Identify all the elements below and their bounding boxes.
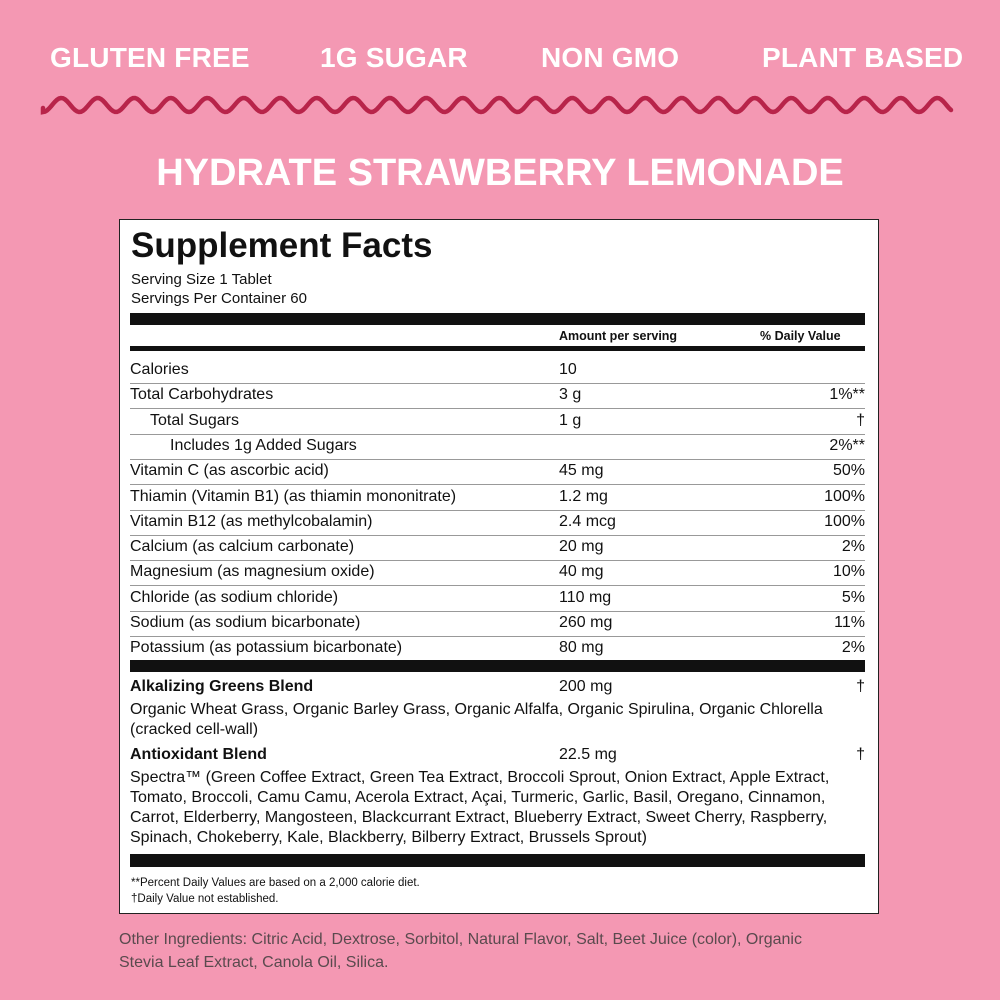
- footnote-percent-dv: **Percent Daily Values are based on a 2,000 calorie diet.: [131, 877, 420, 889]
- supplement-facts-panel: [119, 219, 879, 914]
- nutrient-name: Includes 1g Added Sugars: [170, 436, 357, 454]
- nutrient-name: Thiamin (Vitamin B1) (as thiamin mononitrate): [130, 487, 457, 505]
- blend-name: Antioxidant Blend: [130, 746, 267, 763]
- blend-ingredients-antioxidant: Spectra™ (Green Coffee Extract, Green Tea Extract, Broccoli Sprout, Onion Extract, Apple Extract, Tomato, Broccoli, Camu Camu, Acerola Extract, Açai, Turmeric, Garlic, Basil, Oregano, Cinnamon, Carrot, Elderberry, Mangosteen, Blackcurrant Extract, Blueberry Extract, Sweet Cherry, Raspberry, Spinach, Chokeberry, Kale, Blackberry, Bilberry Extract, Brussels Sprout): [130, 769, 830, 846]
- nutrient-amount: 1 g: [559, 411, 582, 429]
- other-ingredients: Other Ingredients: Citric Acid, Dextrose, Sorbitol, Natural Flavor, Salt, Beet Juice (color), Organic Stevia Leaf Extract, Canola Oil, Silica.: [119, 931, 802, 971]
- nutrient-row: [130, 611, 865, 637]
- nutrient-name: Total Sugars: [150, 411, 239, 429]
- nutrient-name: Total Carbohydrates: [130, 386, 274, 404]
- wave-divider-icon: [40, 90, 960, 120]
- nutrient-amount: 110 mg: [559, 588, 612, 606]
- badge-non-gmo: NON GMO: [541, 42, 680, 73]
- nutrient-amount: 1.2 mg: [559, 487, 608, 505]
- badge-plant-based: PLANT BASED: [762, 42, 964, 73]
- medium-rule: [130, 346, 865, 351]
- nutrient-amount: 10: [559, 361, 577, 378]
- nutrient-amount: 45 mg: [559, 462, 604, 480]
- nutrient-name: Vitamin B12 (as methylcobalamin): [130, 512, 373, 530]
- product-title: HYDRATE STRAWBERRY LEMONADE: [156, 152, 844, 194]
- nutrient-name: Calories: [130, 361, 189, 378]
- blend-row-antioxidant: [130, 746, 865, 768]
- blend-amount: 200 mg: [559, 678, 613, 695]
- nutrient-amount: 80 mg: [559, 639, 604, 657]
- thick-rule: [130, 854, 865, 867]
- nutrient-amount: 3 g: [559, 386, 582, 404]
- nutrient-name: Magnesium (as magnesium oxide): [130, 563, 375, 581]
- column-dv-header: % Daily Value: [760, 329, 841, 343]
- nutrient-name: Calcium (as calcium carbonate): [130, 538, 355, 556]
- column-amount-header: Amount per serving: [559, 329, 678, 343]
- nutrient-dv: 50%: [832, 462, 865, 480]
- nutrient-dv: 2%: [841, 639, 865, 657]
- blend-row-greens: [130, 678, 865, 700]
- blend-dv: †: [856, 746, 865, 763]
- blend-dv: †: [856, 678, 865, 695]
- nutrient-dv: 1%**: [829, 386, 865, 404]
- serving-size: Serving Size 1 Tablet: [131, 271, 272, 288]
- nutrient-amount: 2.4 mcg: [559, 512, 616, 530]
- nutrient-dv: 100%: [824, 512, 865, 530]
- nutrient-row: [130, 409, 865, 435]
- nutrient-row: [130, 485, 865, 511]
- nutrient-dv: 100%: [824, 487, 865, 505]
- facts-title: Supplement Facts: [131, 226, 433, 265]
- blend-ingredients-greens: Organic Wheat Grass, Organic Barley Grass, Organic Alfalfa, Organic Spirulina, Organic Chlorella (cracked cell-wall): [130, 701, 823, 738]
- nutrient-name: Vitamin C (as ascorbic acid): [130, 462, 329, 480]
- nutrient-row: [130, 510, 865, 536]
- nutrient-amount: 260 mg: [559, 614, 613, 631]
- nutrient-row: [130, 636, 865, 661]
- badge-sugar: 1G SUGAR: [320, 42, 468, 73]
- nutrient-row: [130, 586, 865, 612]
- nutrient-row: [130, 560, 865, 586]
- nutrient-dv: 11%: [834, 614, 865, 631]
- footnote-dv-not-established: †Daily Value not established.: [131, 893, 279, 905]
- nutrient-dv: 10%: [832, 563, 865, 581]
- badge-gluten-free: GLUTEN FREE: [50, 42, 250, 73]
- nutrient-name: Potassium (as potassium bicarbonate): [130, 639, 403, 657]
- servings-per-container: Servings Per Container 60: [131, 290, 307, 307]
- nutrient-row: [130, 535, 865, 561]
- nutrient-dv: 5%: [841, 588, 865, 606]
- thick-rule: [130, 660, 865, 672]
- thick-rule: [130, 313, 865, 325]
- badge-strip: [0, 42, 1000, 82]
- nutrient-dv: 2%**: [829, 436, 865, 454]
- nutrient-amount: 20 mg: [559, 538, 604, 556]
- nutrient-dv: †: [856, 411, 865, 429]
- nutrient-row: [130, 358, 865, 384]
- blend-name: Alkalizing Greens Blend: [130, 678, 314, 695]
- nutrient-row: [130, 434, 865, 460]
- nutrient-amount: 40 mg: [559, 563, 604, 581]
- blend-amount: 22.5 mg: [559, 746, 617, 763]
- nutrient-row: [130, 383, 865, 409]
- nutrient-dv: 2%: [841, 538, 865, 556]
- nutrient-name: Sodium (as sodium bicarbonate): [130, 614, 361, 631]
- nutrient-row: [130, 459, 865, 485]
- nutrient-name: Chloride (as sodium chloride): [130, 588, 339, 606]
